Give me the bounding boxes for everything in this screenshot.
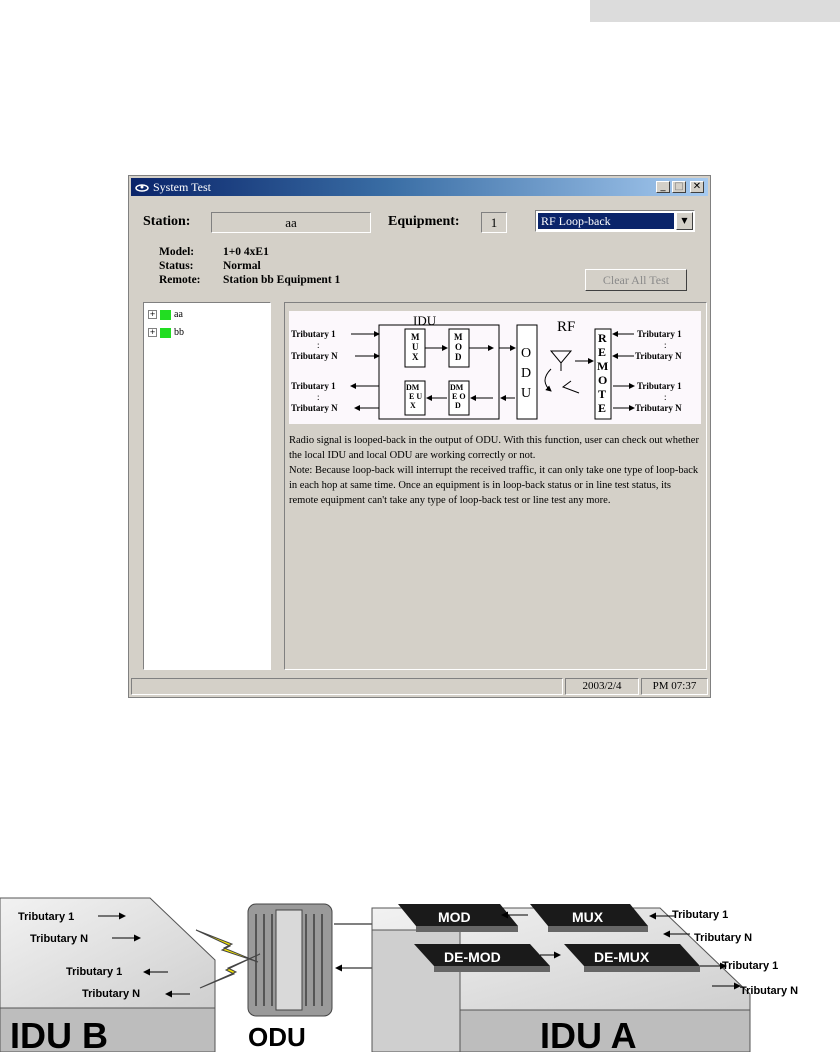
description-para-1: Radio signal is looped-back in the output of ODU. With this function, user can check out whether the local IDU and local ODU are working correctly or not. <box>289 435 699 461</box>
dots: : <box>664 340 667 350</box>
idu-b-trib-1-out: Tributary 1 <box>66 966 123 978</box>
test-type-select[interactable] <box>535 210 695 232</box>
mod-label: M O D <box>454 332 463 362</box>
demod-module-label: DE-MOD <box>444 949 501 965</box>
remote-trib-1-b: Tributary 1 <box>637 381 682 391</box>
chevron-down-icon[interactable]: ▼ <box>676 212 693 230</box>
minimize-button[interactable]: _ <box>656 181 670 193</box>
close-button[interactable]: ✕ <box>690 181 704 193</box>
station-tree[interactable] <box>143 302 271 670</box>
odu-label: O D U <box>521 346 532 401</box>
tree-item-label: bb <box>174 327 184 338</box>
expand-icon[interactable]: + <box>149 328 156 337</box>
remote-trib-n-a: Tributary N <box>635 351 682 361</box>
mux-module-label: MUX <box>572 909 604 925</box>
idu-b-trib-n-out: Tributary N <box>82 988 141 1000</box>
expand-icon[interactable]: + <box>149 310 156 319</box>
trib-1-out: Tributary 1 <box>291 381 336 391</box>
dmux-label: DM E U X <box>406 383 423 410</box>
model-value: 1+0 4xE1 <box>223 246 269 258</box>
idu-b-trib-1-in: Tributary 1 <box>18 911 75 923</box>
odu-label: ODU <box>248 1022 306 1052</box>
model-label: Model: <box>159 246 195 258</box>
rf-loopback-diagram <box>289 311 701 424</box>
demod-label: DM E O D <box>450 383 466 410</box>
description-para-2: Note: Because loop-back will interrupt the received traffic, it can only take one type of loop-back in each hop at same time. Once an equipment is in loop-back status or in line test status, its remote equipment can't take any type of loop-back test or line test any more. <box>289 465 699 506</box>
trib-1-in: Tributary 1 <box>291 329 336 339</box>
idu-a-trib-n-out: Tributary N <box>740 985 799 997</box>
idu-b-trib-n-in: Tributary N <box>30 933 89 945</box>
equipment-field[interactable]: 1 <box>481 212 507 233</box>
idu-a-trib-1-out: Tributary 1 <box>722 960 779 972</box>
tree-item-aa[interactable] <box>148 309 183 321</box>
dots: : <box>664 392 667 402</box>
status-time: PM 07:37 <box>641 678 708 695</box>
remote-trib-n-b: Tributary N <box>635 403 682 413</box>
idu-box <box>379 325 499 419</box>
equipment-label: Equipment: <box>388 214 460 229</box>
system-test-window <box>128 175 711 698</box>
idu-a-label: IDU A <box>540 1015 637 1052</box>
status-label: Status: <box>159 260 194 272</box>
remote-trib-1-a: Tributary 1 <box>637 329 682 339</box>
clear-all-test-button[interactable]: Clear All Test <box>585 269 687 291</box>
status-value: Normal <box>223 260 261 272</box>
demux-module-label: DE-MUX <box>594 949 650 965</box>
station-label: Station: <box>143 214 191 229</box>
station-status-icon <box>160 328 171 338</box>
trib-n-out: Tributary N <box>291 403 338 413</box>
idu-a-trib-n-in: Tributary N <box>694 932 753 944</box>
dots: : <box>317 340 320 350</box>
idu-b-label: IDU B <box>10 1015 108 1052</box>
maximize-button[interactable]: □ <box>672 181 686 193</box>
top-gray-bar <box>590 0 840 22</box>
window-title: System Test <box>153 180 211 194</box>
mod-module-label: MOD <box>438 909 471 925</box>
tree-item-label: aa <box>174 309 183 320</box>
title-bar[interactable] <box>131 178 708 196</box>
remote-label: Remote: <box>159 274 201 286</box>
tree-item-bb[interactable] <box>148 327 184 339</box>
status-date: 2003/2/4 <box>565 678 639 695</box>
description-text <box>289 433 699 508</box>
test-info-panel <box>284 302 707 670</box>
trib-n-in: Tributary N <box>291 351 338 361</box>
status-message <box>131 678 563 695</box>
idu-a-trib-1-in: Tributary 1 <box>672 909 729 921</box>
mux-label: M U X <box>411 332 420 362</box>
app-icon <box>135 181 149 193</box>
hardware-illustration <box>0 890 840 1052</box>
test-type-value: RF Loop-back <box>538 213 674 229</box>
rf-label: RF <box>557 319 576 335</box>
dots: : <box>317 392 320 402</box>
remote-box-label: R E M O T E <box>597 331 609 415</box>
idu-label: IDU <box>413 313 437 328</box>
station-status-icon <box>160 310 171 320</box>
remote-value: Station bb Equipment 1 <box>223 274 341 286</box>
status-bar <box>131 678 708 695</box>
station-field[interactable]: aa <box>211 212 371 233</box>
